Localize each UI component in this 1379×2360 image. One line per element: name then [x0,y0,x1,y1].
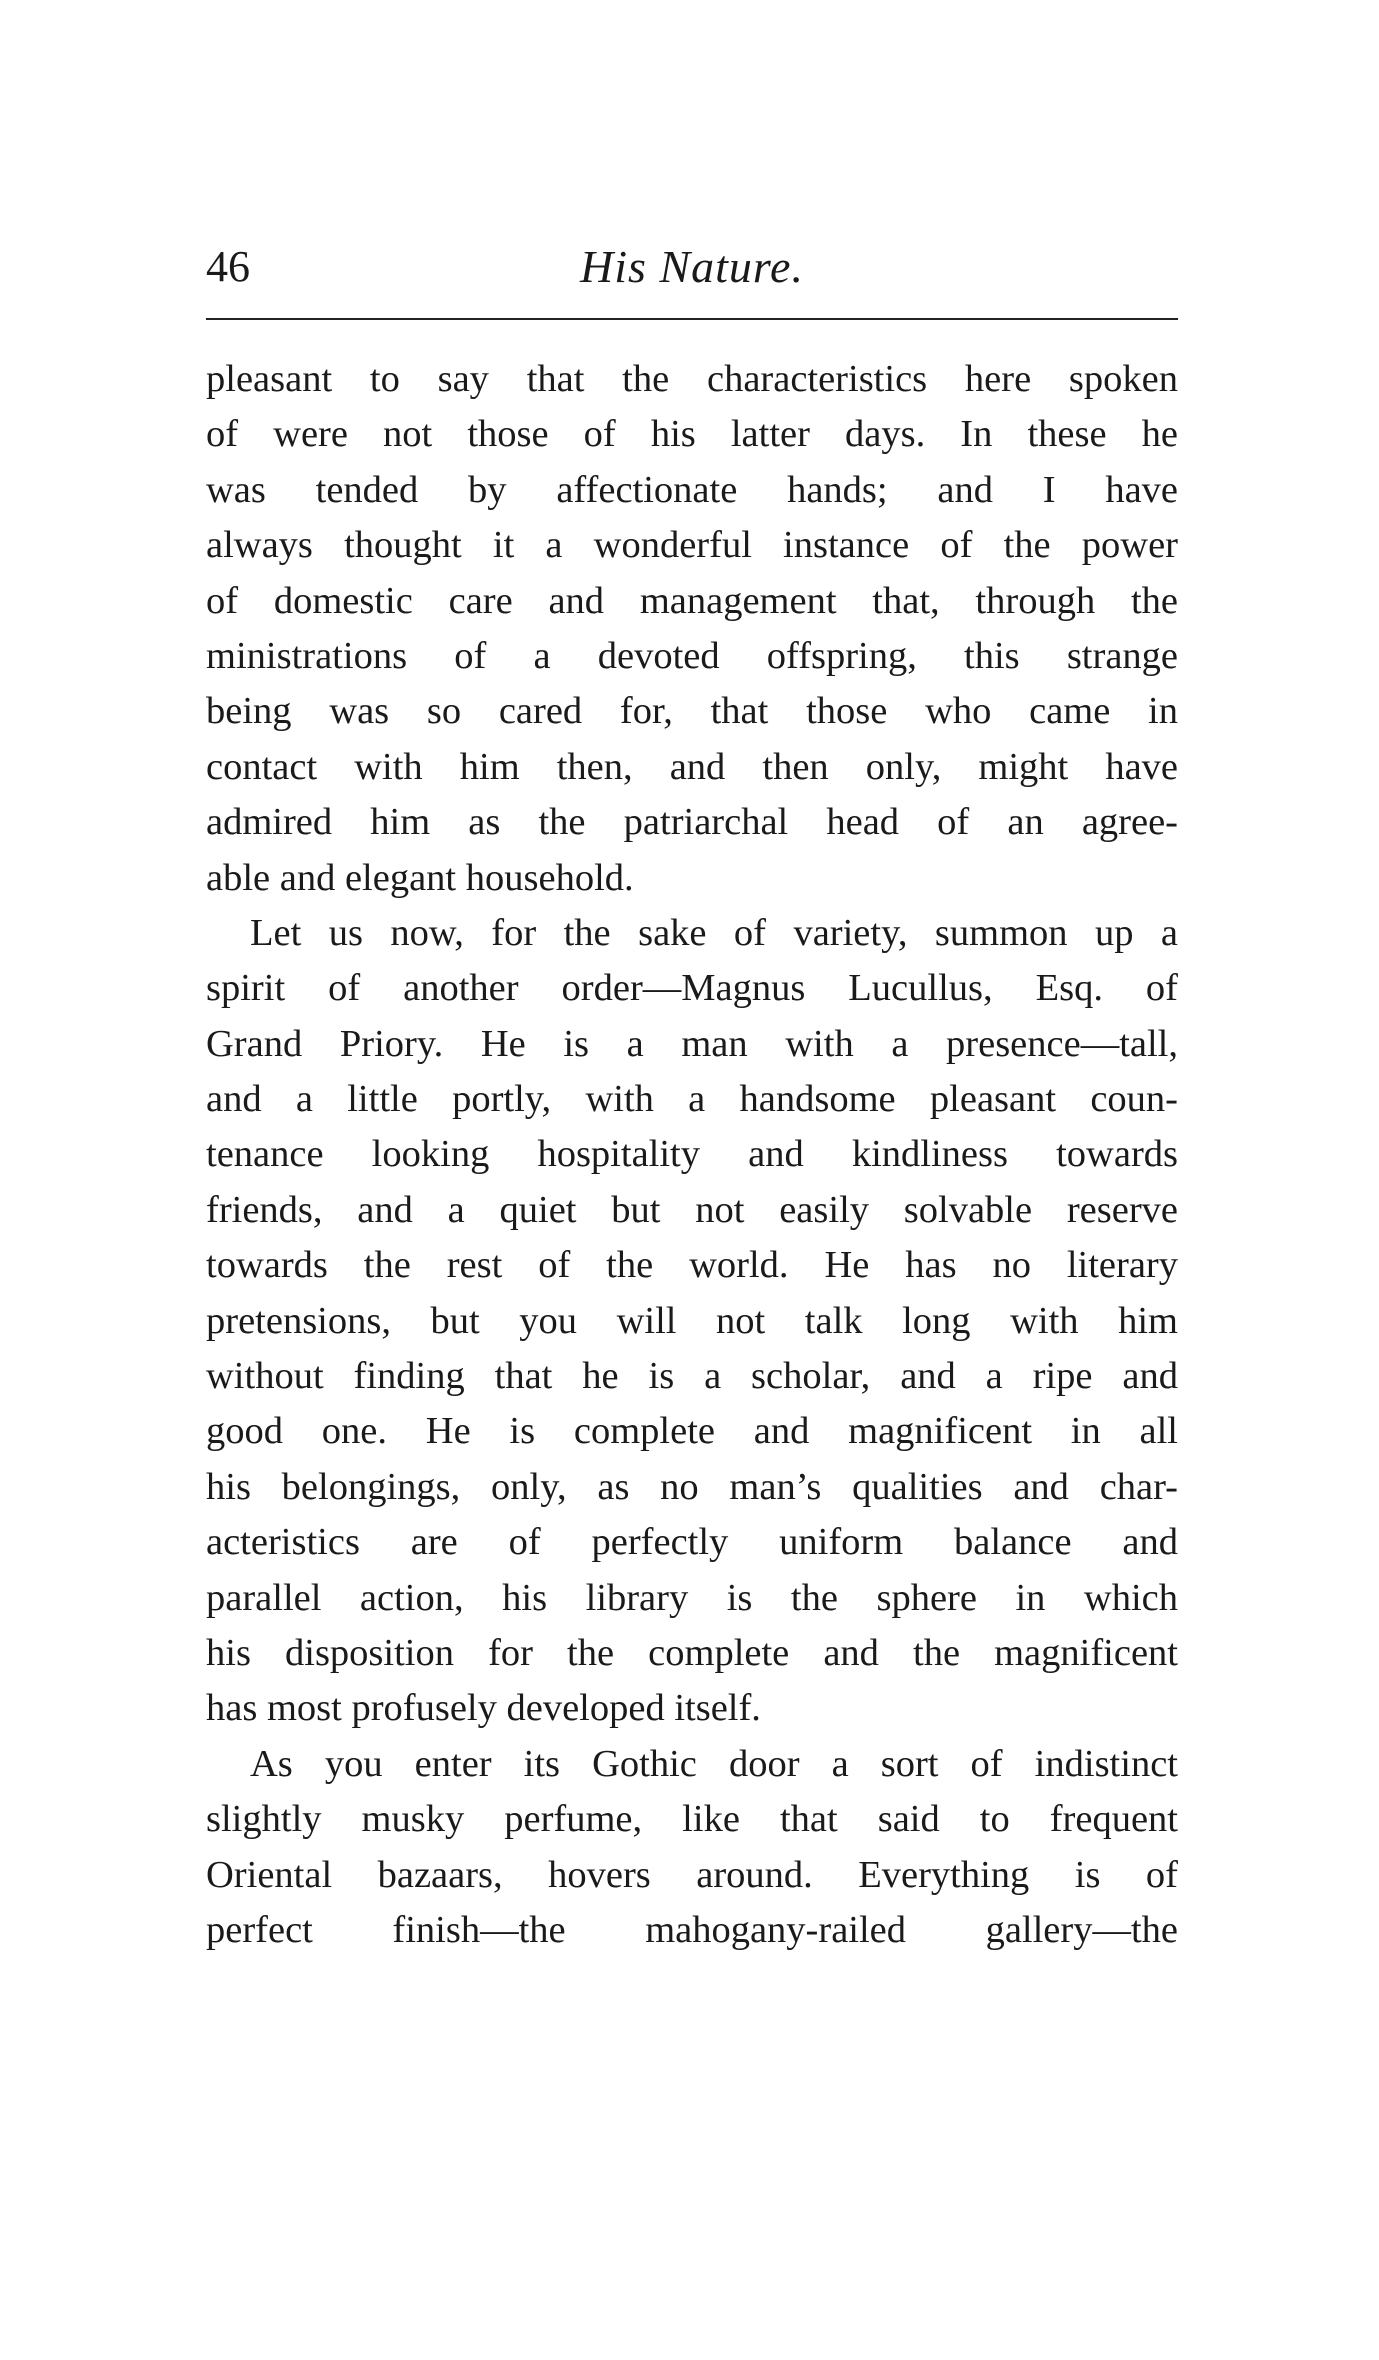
text-line: his disposition for the complete and the magnificent [206,1631,1178,1674]
text-line: pretensions, but you will not talk long with him [206,1299,1178,1342]
text-line: and a little portly, with a handsome pleasant coun- [206,1078,1178,1121]
body-text [206,352,1178,1958]
running-head [206,232,1178,302]
text-line: friends, and a quiet but not easily solvable reserve [206,1188,1178,1231]
text-line: Grand Priory. He is a man with a presence—tall, [206,1022,1178,1065]
text-line: his belongings, only, as no man’s qualities and char- [206,1465,1178,1508]
text-line: pleasant to say that the characteristics here spoken [206,358,1178,400]
text-line: without finding that he is a scholar, and a ripe and [206,1355,1178,1398]
text-line: perfect finish—the mahogany-railed gallery—the [206,1908,1178,1951]
text-line: being was so cared for, that those who came in [206,690,1178,733]
text-line: of domestic care and management that, through the [206,579,1178,622]
text-line: tenance looking hospitality and kindliness towards [206,1133,1178,1176]
text-line: always thought it a wonderful instance of the power [206,524,1178,567]
text-line: Oriental bazaars, hovers around. Everything is of [206,1853,1178,1896]
text-line: Let us now, for the sake of variety, summon up a [250,911,1178,954]
text-line: slightly musky perfume, like that said to frequent [206,1798,1178,1841]
page-number: 46 [206,242,250,291]
text-line: spirit of another order—Magnus Lucullus, Esq. of [206,967,1178,1010]
text-line: of were not those of his latter days. In these he [206,413,1178,456]
text-line: has most profusely developed itself. [206,1687,761,1730]
text-line: ministrations of a devoted offspring, this strange [206,634,1178,677]
header-rule [206,318,1178,320]
text-line: contact with him then, and then only, might have [206,745,1178,788]
text-line: good one. He is complete and magnificent in all [206,1410,1178,1453]
text-line: towards the rest of the world. He has no literary [206,1244,1178,1287]
text-line: acteristics are of perfectly uniform balance and [206,1521,1178,1564]
text-line: parallel action, his library is the sphere in which [206,1576,1178,1619]
text-line: able and elegant household. [206,856,634,899]
text-line: admired him as the patriarchal head of an agree- [206,801,1178,844]
running-title: His Nature. [580,241,804,292]
text-line: was tended by affectionate hands; and I have [206,468,1178,511]
text-line: As you enter its Gothic door a sort of indistinct [250,1742,1178,1785]
